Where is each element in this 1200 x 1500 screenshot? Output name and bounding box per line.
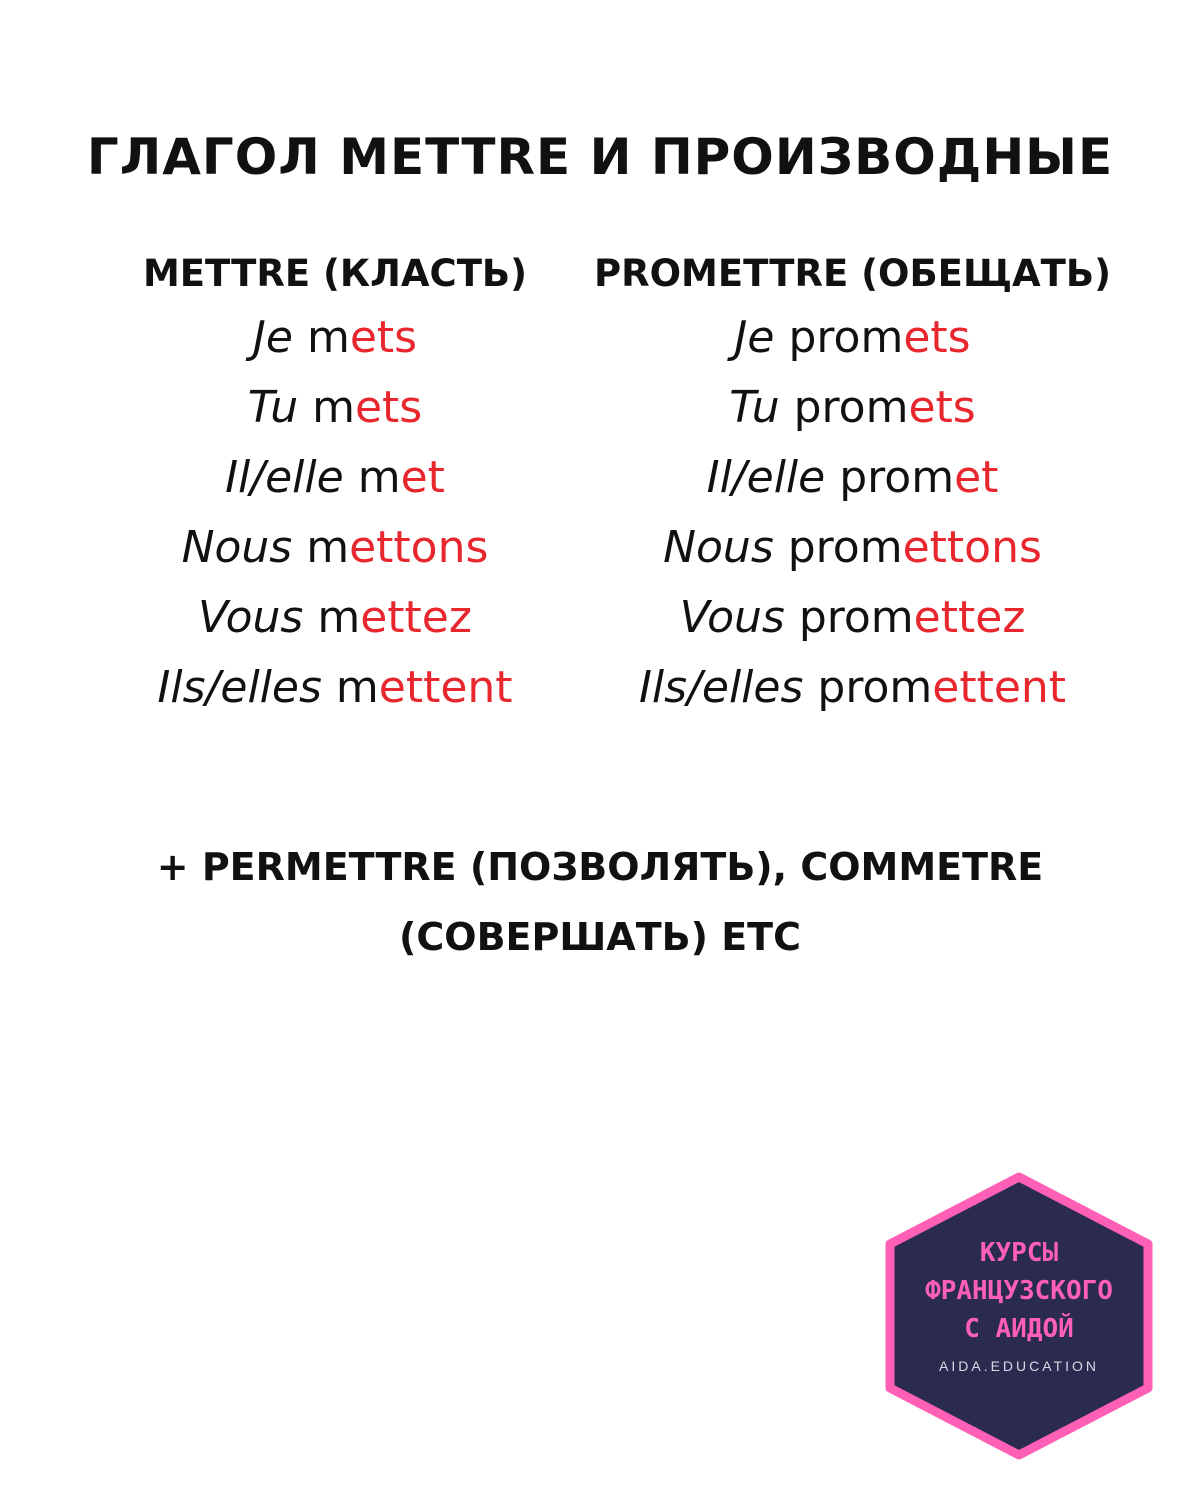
pronoun: Tu [247, 382, 299, 433]
verb-stem: m [335, 662, 379, 713]
verb-stem: m [306, 522, 350, 573]
verb-stem: prom [793, 382, 909, 433]
pronoun: Ils/elles [638, 662, 804, 713]
note-line-1: + PERMETTRE (ПОЗВОЛЯТЬ), COMMETRE [156, 845, 1044, 889]
note-related-verbs [100, 832, 1100, 972]
verb-ending: et [954, 452, 999, 503]
pronoun: Je [252, 312, 293, 363]
conjugation-row [110, 443, 560, 513]
conjugation-row [110, 653, 560, 723]
verb-stem: prom [798, 592, 914, 643]
verb-ending: ettez [360, 592, 472, 643]
badge-line-1: КУРСЫ [979, 1238, 1059, 1268]
pronoun: Il/elle [706, 452, 826, 503]
verb-stem: m [312, 382, 355, 433]
column-heading-mettre: METTRE (КЛАСТЬ) [142, 252, 528, 295]
badge-title [882, 1234, 1156, 1348]
pronoun: Vous [198, 592, 304, 643]
verb-ending: ettez [913, 592, 1026, 643]
conjugation-row [580, 653, 1125, 723]
conjugation-list-mettre [110, 303, 560, 723]
verb-ending: ets [354, 382, 423, 433]
pronoun: Ils/elles [157, 662, 322, 713]
pronoun: Vous [679, 592, 785, 643]
note-line-2: (СОВЕРШАТЬ) ETC [399, 915, 801, 959]
pronoun: Nous [181, 522, 293, 573]
verb-stem: prom [839, 452, 955, 503]
badge-line-3: С АИДОЙ [964, 1314, 1074, 1344]
verb-stem: m [317, 592, 361, 643]
conjugation-row [580, 583, 1125, 653]
pronoun: Je [734, 312, 775, 363]
verb-stem: m [306, 312, 350, 363]
verb-ending: ets [903, 312, 971, 363]
verb-stem: prom [787, 522, 903, 573]
verb-ending: ets [908, 382, 976, 433]
pronoun: Tu [729, 382, 780, 433]
conjugation-list-promettre [580, 303, 1125, 723]
conjugation-row [580, 373, 1125, 443]
column-heading-promettre: PROMETTRE (ОБЕЩАТЬ) [593, 252, 1111, 295]
verb-ending: ettent [932, 662, 1067, 713]
pronoun: Nous [663, 522, 774, 573]
column-mettre [110, 245, 560, 723]
conjugation-row [110, 303, 560, 373]
course-logo-badge [882, 1172, 1156, 1460]
conjugation-row [580, 443, 1125, 513]
verb-stem: prom [817, 662, 933, 713]
verb-stem: m [357, 452, 401, 503]
pronoun: Il/elle [225, 452, 344, 503]
verb-ending: ettons [349, 522, 489, 573]
badge-line-2: ФРАНЦУЗСКОГО [925, 1276, 1113, 1306]
conjugation-row [110, 583, 560, 653]
verb-ending: ettons [902, 522, 1042, 573]
column-promettre [580, 245, 1125, 723]
badge-website: AIDA.EDUCATION [939, 1358, 1099, 1374]
conjugation-row [110, 373, 560, 443]
conjugation-row [110, 513, 560, 583]
verb-ending: ets [349, 312, 418, 363]
verb-stem: prom [788, 312, 904, 363]
conjugation-row [580, 513, 1125, 583]
verb-ending: ettent [378, 662, 513, 713]
verb-ending: et [400, 452, 445, 503]
conjugation-row [580, 303, 1125, 373]
page-title: ГЛАГОЛ METTRE И ПРОИЗВОДНЫЕ [86, 128, 1114, 186]
